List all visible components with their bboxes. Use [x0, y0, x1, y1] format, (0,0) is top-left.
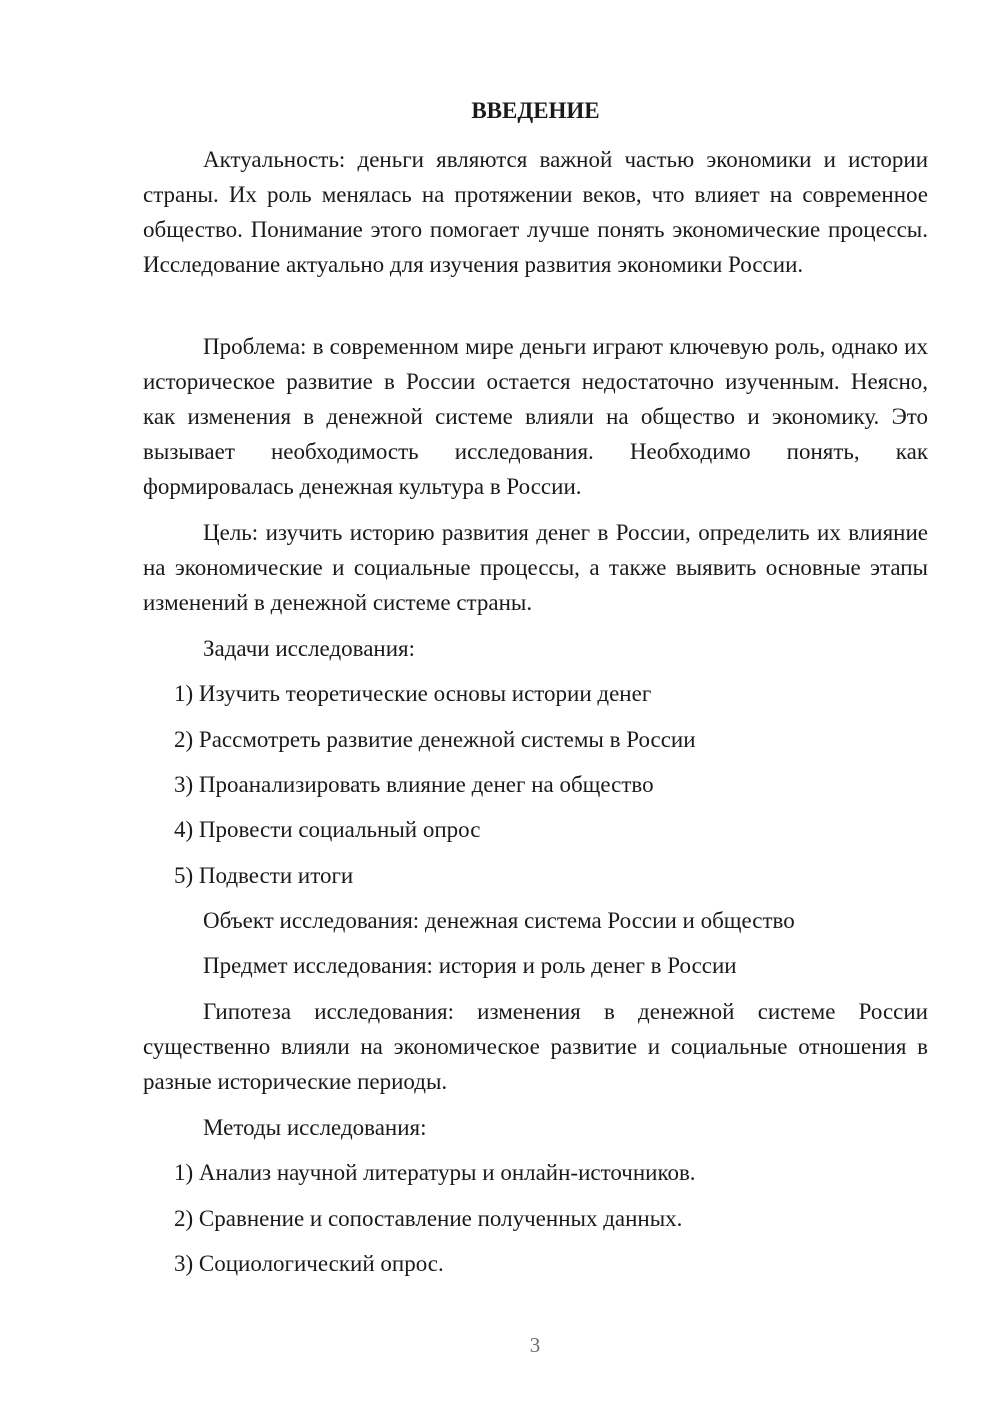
- relevance-paragraph: Актуальность: деньги являются важной частью экономики и истории страны. Их роль менялась на протяжении веков, что влияет на современное общество. Понимание этого помогает лучше понять экономические процессы. Исследование актуально для изучения развития экономики России.: [143, 147, 928, 277]
- research-object: Объект исследования: денежная система России и общество: [203, 908, 795, 933]
- task-item: 4) Провести социальный опрос: [174, 817, 481, 842]
- tasks-title: Задачи исследования:: [203, 636, 416, 661]
- research-subject: Предмет исследования: история и роль денег в России: [203, 953, 737, 978]
- hypothesis-paragraph: Гипотеза исследования: изменения в денежной системе России существенно влияли на экономическое развитие и социальные отношения в разные исторические периоды.: [143, 999, 928, 1094]
- task-item: 1) Изучить теоретические основы истории денег: [174, 681, 652, 706]
- task-item: 5) Подвести итоги: [174, 863, 354, 888]
- method-item: 1) Анализ научной литературы и онлайн-источников.: [174, 1160, 696, 1185]
- problem-paragraph: Проблема: в современном мире деньги играют ключевую роль, однако их историческое развитие в России остается недостаточно изученным. Неясно, как изменения в денежной системе влияли на общество и экономику. Это вызывает необходимость исследования. Необходимо понять, как формировалась денежная культура в России.: [143, 334, 928, 499]
- section-heading: ВВЕДЕНИЕ: [471, 98, 600, 123]
- method-item: 2) Сравнение и сопоставление полученных данных.: [174, 1206, 683, 1231]
- methods-title: Методы исследования:: [203, 1115, 427, 1140]
- page-number: 3: [529, 1333, 541, 1357]
- task-item: 3) Проанализировать влияние денег на общество: [174, 772, 654, 797]
- task-item: 2) Рассмотреть развитие денежной системы в России: [174, 727, 696, 752]
- method-item: 3) Социологический опрос.: [174, 1251, 444, 1276]
- goal-paragraph: Цель: изучить историю развития денег в России, определить их влияние на экономические и социальные процессы, а также выявить основные этапы изменений в денежной системе страны.: [143, 520, 928, 615]
